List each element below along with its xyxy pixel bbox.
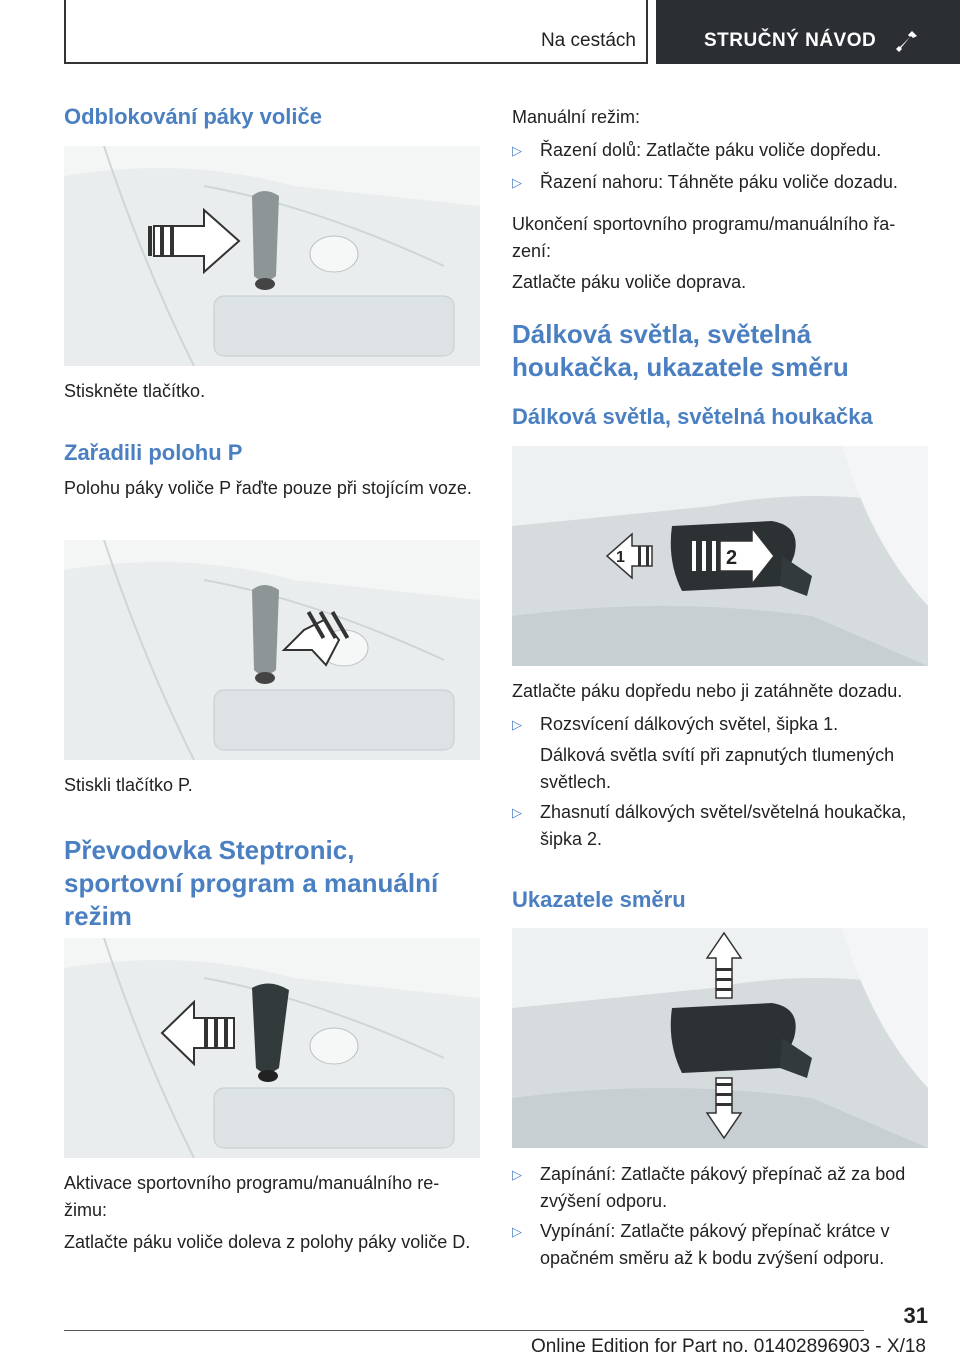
heading-high-beam: Dálková světla, světelná houkačka [512,404,873,429]
list-item-text: Zhasnutí dálkových světel/světelná houkačka, šipka 2. [540,802,907,849]
text-sport-instruction: Zatlačte páku voliče doleva z polohy páky voliče D. [64,1232,471,1252]
text-end-sport: Ukončení sportovního programu/manuálního řa-zení: [512,214,896,261]
header-section-title: Na cestách [540,30,636,51]
text-high-beam-info: Dálková světla svítí při zapnutých tlumených světlech. [540,745,895,792]
bullet-triangle-icon: ▷ [512,1167,522,1182]
heading-high-beam-section: Dálková světla, světelná houkačka, ukazatele směru [512,319,849,382]
text-press-button: Stiskněte tlačítko. [64,381,206,401]
figure-sport-mode [64,938,480,1158]
figure-high-beam-lever [512,446,928,666]
heading-turn-signals: Ukazatele směru [512,887,686,912]
list-item-text: Řazení dolů: Zatlačte páku voliče dopředu. [540,140,882,160]
bullet-triangle-icon: ▷ [512,1224,522,1239]
arrow-label-1: 1 [616,549,625,566]
heading-park-position: Zařadili polohu P [64,440,243,465]
text-manual-mode: Manuální režim: [512,107,641,127]
figure-selector-unlock [64,146,480,366]
footer-divider [64,1330,864,1331]
text-pressed-p: Stiskli tlačítko P. [64,775,193,795]
list-item-text: Řazení nahoru: Táhněte páku voliče dozadu. [540,172,898,192]
bullet-triangle-icon: ▷ [512,717,522,732]
header-chapter-tab [656,0,960,64]
text-sport-activate: Aktivace sportovního programu/manuálního re-žimu: [64,1173,440,1220]
list-item-text: Rozsvícení dálkových světel, šipka 1. [540,714,839,734]
footer-edition: Online Edition for Part no. 01402896903 - X/18 [530,1336,926,1357]
figure-turn-signal-lever [512,928,928,1148]
text-park-info: Polohu páky voliče P řaďte pouze při stojícím voze. [64,478,472,498]
header-chapter-title: STRUČNÝ NÁVOD [704,30,877,51]
text-lever-push-pull: Zatlačte páku dopředu nebo ji zatáhněte dozadu. [512,681,903,701]
figure-park-button [64,540,480,760]
page-header [0,0,960,66]
bullet-triangle-icon: ▷ [512,143,522,158]
wrench-icon [894,28,920,54]
list-item-text: Vypínání: Zatlačte pákový přepínač krátce v opačném směru až k bodu zvýšení odporu. [540,1221,890,1268]
list-item-text: Zapínání: Zatlačte pákový přepínač až za bod zvýšení odporu. [540,1164,906,1211]
arrow-label-2: 2 [726,547,738,569]
bullet-triangle-icon: ▷ [512,175,522,190]
bullet-triangle-icon: ▷ [512,805,522,820]
heading-steptronic: Převodovka Steptronic, sportovní program a manuální režim [64,835,439,931]
text-push-right: Zatlačte páku voliče doprava. [512,272,747,292]
page-number: 31 [903,1303,928,1328]
heading-unlock-selector: Odblokování páky voliče [64,104,322,129]
